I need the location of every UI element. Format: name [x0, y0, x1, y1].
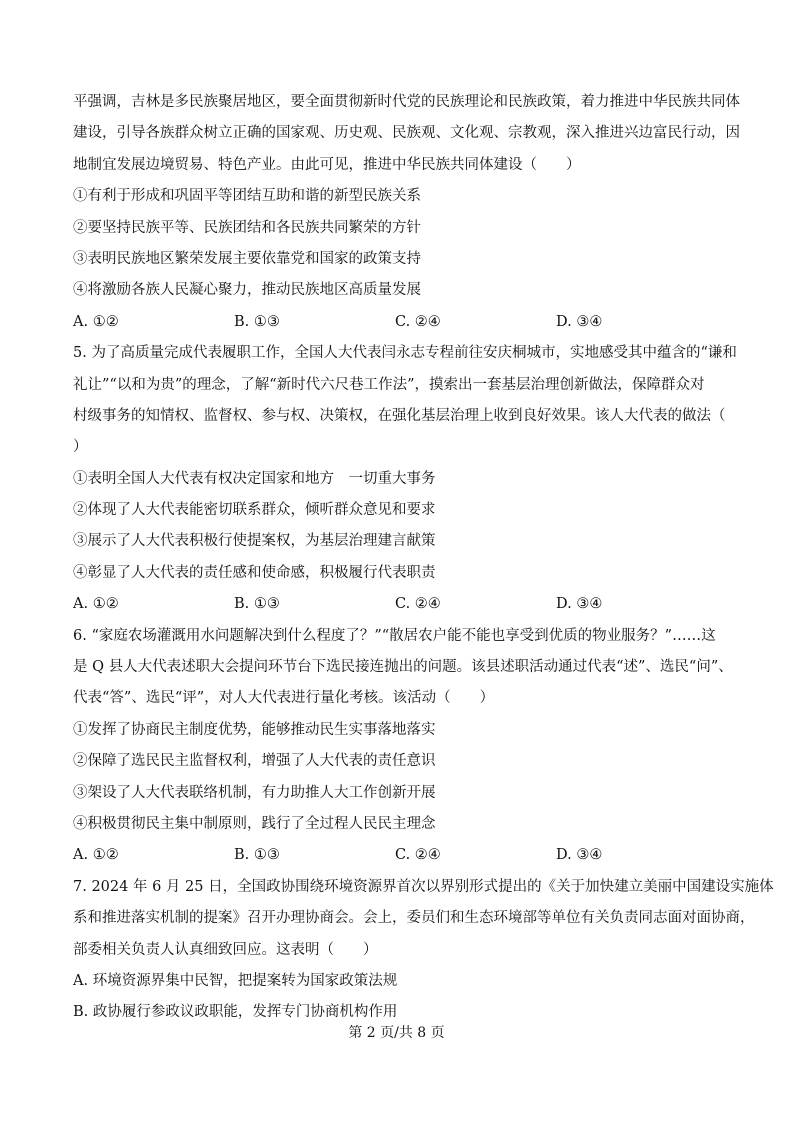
q7-stem-line-3: 部委相关负责人认真细致回应。这表明（ ）	[73, 941, 378, 958]
q6-stem-line-3: 代表“答”、选民“评”，对人大代表进行量化考核。该活动（ ）	[73, 690, 495, 707]
q4-statement-1: ①有利于形成和巩固平等团结互助和谐的新型民族关系	[73, 188, 421, 205]
q7-choice-b: B. 政协履行参政议政职能，发挥专门协商机构作用	[73, 1004, 398, 1021]
q4-option-a: A. ①②	[73, 313, 119, 330]
q6-statement-2: ②保障了选民民主监督权利，增强了人大代表的责任意识	[73, 753, 436, 770]
q4-option-c: C. ②④	[395, 313, 441, 330]
q5-statement-1: ①表明全国人大代表有权决定国家和地方 一切重大事务	[73, 470, 436, 487]
question-7	[73, 877, 774, 1023]
q6-option-a: A. ①②	[73, 847, 119, 864]
q5-option-b: B. ①③	[234, 596, 280, 613]
q4-option-b: B. ①③	[234, 313, 280, 330]
question-4	[73, 92, 740, 332]
q7-stem-line-1: 7. 2024 年 6 月 25 日，全国政协围绕环境资源界首次以界别形式提出的《关于加快建立美丽中国建设实施体	[73, 878, 774, 895]
q5-statement-4: ④彰显了人大代表的责任感和使命感，积极履行代表职责	[73, 564, 436, 581]
q4-statement-2: ②要坚持民族平等、民族团结和各民族共同繁荣的方针	[73, 219, 421, 236]
q5-statement-2: ②体现了人大代表能密切联系群众，倾听群众意见和要求	[73, 502, 436, 519]
q7-choice-a: A. 环境资源界集中民智，把提案转为国家政策法规	[73, 972, 398, 989]
q5-option-d: D. ③④	[556, 596, 603, 613]
q6-stem-line-2: 是 Q 县人大代表述职大会提问环节台下选民接连抛出的问题。该县述职活动通过代表“述”、选民“问”、	[73, 659, 733, 676]
q6-option-d: D. ③④	[556, 847, 603, 864]
page-footer: 第 2 页/共 8 页	[348, 1025, 445, 1041]
q4-statement-4: ④将激励各族人民凝心聚力，推动民族地区高质量发展	[73, 282, 421, 299]
q6-statement-1: ①发挥了协商民主制度优势，能够推动民生实事落地落实	[73, 721, 436, 738]
q5-stem-line-3: 村级事务的知情权、监督权、参与权、决策权，在强化基层治理上收到良好效果。该人大代表的做法（	[73, 407, 726, 424]
q7-stem-line-2: 系和推进落实机制的提案》召开办理协商会。会上，委员们和生态环境部等单位有关负责同志面对面协商，	[73, 910, 755, 927]
q6-options	[73, 845, 723, 865]
q4-options	[73, 312, 723, 332]
q6-option-c: C. ②④	[395, 847, 441, 864]
question-5	[73, 343, 737, 614]
q4-stem-line-1: 平强调，吉林是多民族聚居地区，要全面贯彻新时代党的民族理论和民族政策，着力推进中华民族共同体	[73, 94, 740, 110]
q5-option-a: A. ①②	[73, 596, 119, 613]
page-content	[73, 92, 774, 1034]
q4-stem-line-2: 建设，引导各族群众树立正确的国家观、历史观、民族观、文化观、宗教观，深入推进兴边富民行动，因	[73, 125, 740, 142]
q4-option-d: D. ③④	[556, 313, 603, 330]
q6-stem-line-1: 6. “家庭农场灌溉用水问题解决到什么程度了？”“散居农户能不能也享受到优质的物业服务？”……这	[73, 627, 716, 644]
q5-options	[73, 594, 723, 614]
q6-option-b: B. ①③	[234, 847, 280, 864]
q5-statement-3: ③展示了人大代表积极行使提案权，为基层治理建言献策	[73, 533, 436, 550]
q6-statement-3: ③架设了人大代表联络机制，有力助推人大工作创新开展	[73, 784, 436, 801]
q5-stem-line-1: 5. 为了高质量完成代表履职工作，全国人大代表闫永志专程前往安庆桐城市，实地感受其中蕴含的“谦和	[73, 345, 737, 362]
q4-stem-line-3: 地制宜发展边境贸易、特色产业。由此可见，推进中华民族共同体建设（ ）	[73, 156, 581, 173]
q5-stem-line-4: ）	[73, 439, 88, 456]
question-6	[73, 626, 733, 866]
q4-statement-3: ③表明民族地区繁荣发展主要依靠党和国家的政策支持	[73, 250, 421, 267]
q6-statement-4: ④积极贯彻民主集中制原则，践行了全过程人民民主理念	[73, 815, 436, 832]
q5-stem-line-2: 礼让”“以和为贵”的理念，了解“新时代六尺巷工作法”，摸索出一套基层治理创新做法，保障群众对	[73, 376, 705, 393]
q5-option-c: C. ②④	[395, 596, 441, 613]
